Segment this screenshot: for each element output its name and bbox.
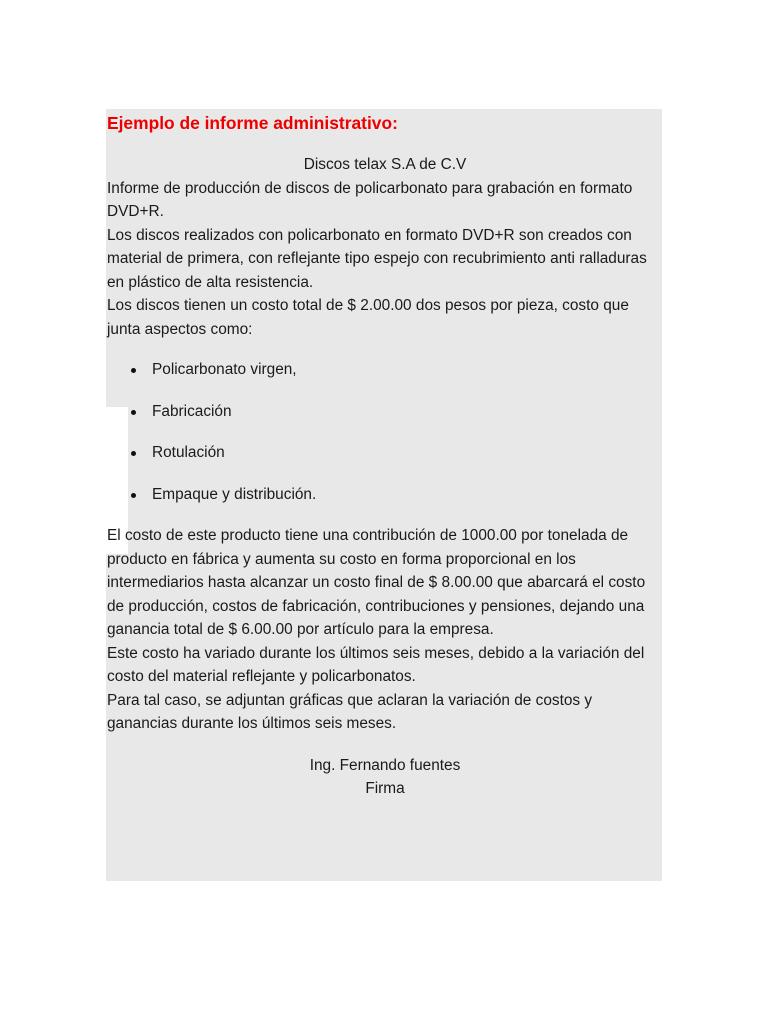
list-item-label: Policarbonato virgen, [152,361,297,378]
paragraph-intro: Informe de producción de discos de policarbonato para grabación en formato DVD+R. [107,179,633,220]
paragraph-description: Los discos realizados con policarbonato en formato DVD+R son creados con material de primera, con reflejante tipo espejo con recubrimiento anti ralladuras en plástico de alta resistencia. [107,226,647,291]
paragraph-attachments: Para tal caso, se adjuntan gráficas que aclaran la variación de costos y ganancias durante los últimos seis meses. [107,691,593,732]
cost-aspects-list [107,358,663,506]
list-item-label: Fabricación [152,402,232,420]
list-item [107,400,663,424]
list-item [107,441,663,465]
bullet-icon [131,368,136,373]
paragraph-contribution: El costo de este producto tiene una contribución de 1000.00 por tonelada de producto en fábrica y aumenta su costo en forma proporcional en los intermediarios hasta alcanzar un costo final de $ 8.00.00 que abarcará el costo de producción, costos de fabricación, contribuciones y pensiones, dejando una ganancia total de $ 6.00.00 por artículo para la empresa. [107,527,646,638]
bullet-icon [131,493,136,498]
document-content [107,109,663,801]
company-name: Discos telax S.A de C.V [303,156,467,173]
signature-label: Firma [365,780,405,797]
list-item [107,483,663,507]
document-title: Ejemplo de informe administrativo: [107,113,398,133]
list-item-label: Empaque y distribución. [152,485,317,503]
paragraph-variation: Este costo ha variado durante los últimos seis meses, debido a la variación del costo del material reflejante y policarbonatos. [107,644,645,685]
bullet-icon [131,410,136,415]
bullet-icon [131,451,136,456]
list-item [107,358,663,382]
paragraph-cost: Los discos tienen un costo total de $ 2.00.00 dos pesos por pieza, costo que junta aspectos como: [107,297,629,338]
signature-name: Ing. Fernando fuentes [309,756,461,774]
list-item-label: Rotulación [152,444,225,461]
